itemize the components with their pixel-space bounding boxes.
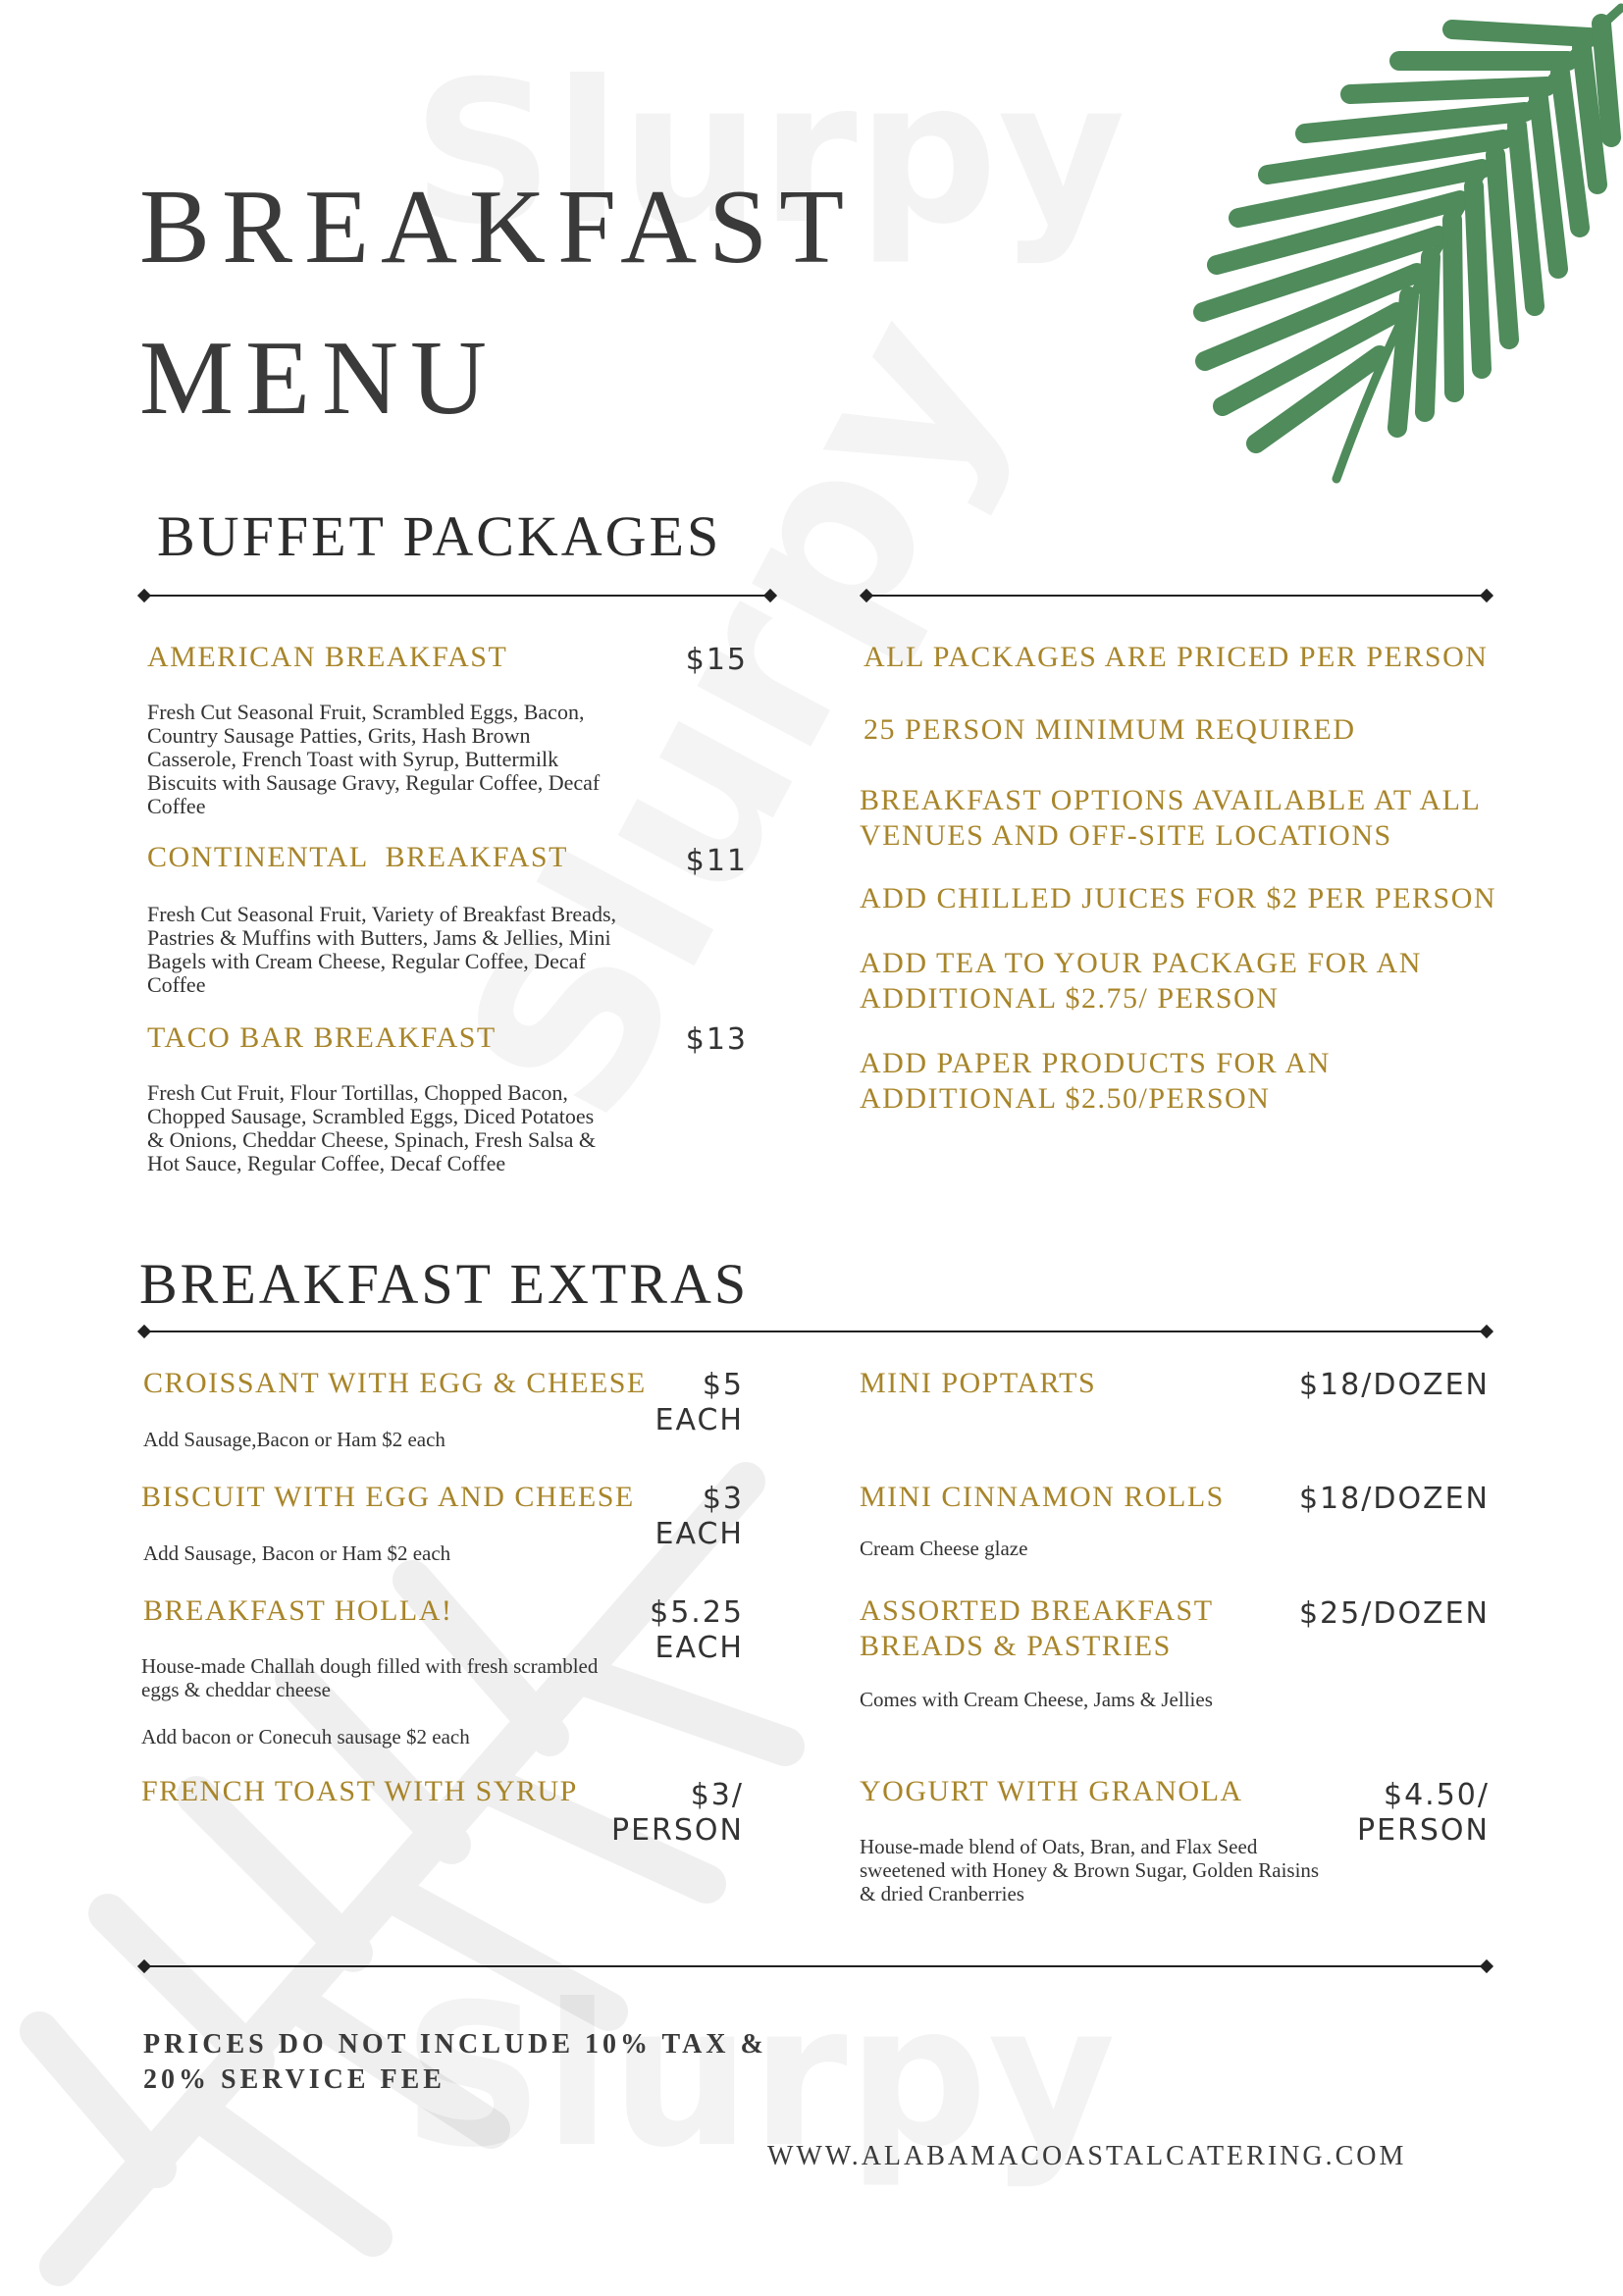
note-paper-products: ADD PAPER PRODUCTS FOR AN ADDITIONAL $2.50/PERSON [860,1047,1331,1115]
package-price: $13 [685,1022,748,1057]
extra-price-amount: $3 [702,1482,744,1516]
note-juices: ADD CHILLED JUICES FOR $2 PER PERSON [860,882,1497,914]
extra-addon: Add bacon or Conecuh sausage $2 each [141,1725,470,1748]
package-name: AMERICAN BREAKFAST [147,641,508,673]
extra-name: YOGURT WITH GRANOLA [860,1775,1243,1807]
extra-description: House-made Challah dough filled with fresh scrambled eggs & cheddar cheese [141,1654,599,1701]
extra-name: CROISSANT WITH EGG & CHEESE [143,1367,647,1399]
extra-description: Add Sausage, Bacon or Ham $2 each [143,1541,451,1565]
package-description: Fresh Cut Seasonal Fruit, Scrambled Eggs, Bacon, Country Sausage Patties, Grits, Hash Brown Casserole, French Toast with Syrup, Buttermilk Biscuits with Sausage Gravy, Regular Coffee, Decaf Coffee [147,700,601,818]
extra-price-amount: $3/ [690,1778,744,1812]
extras-divider [143,1331,1488,1332]
page-title-line-2: MENU [139,320,498,437]
extra-name: BREAKFAST HOLLA! [143,1594,453,1627]
package-price: $15 [685,643,748,677]
package-name: TACO BAR BREAKFAST [147,1021,497,1054]
note-availability: BREAKFAST OPTIONS AVAILABLE AT ALL VENUES AND OFF-SITE LOCATIONS [860,784,1481,852]
extra-name: MINI POPTARTS [860,1367,1097,1399]
note-tea: ADD TEA TO YOUR PACKAGE FOR AN ADDITIONAL $2.75/ PERSON [860,947,1422,1015]
extra-price-amount: $5.25 [650,1595,744,1630]
extra-price-unit: EACH [654,1403,744,1437]
extra-price: $18/DOZEN [1298,1482,1490,1516]
note-minimum: 25 PERSON MINIMUM REQUIRED [864,713,1356,746]
extra-price: $18/DOZEN [1298,1368,1490,1402]
extra-name: FRENCH TOAST WITH SYRUP [141,1775,578,1807]
extra-description: Comes with Cream Cheese, Jams & Jellies [860,1688,1213,1711]
tax-disclaimer: PRICES DO NOT INCLUDE 10% TAX & 20% SERVICE FEE [143,2029,767,2095]
package-description: Fresh Cut Seasonal Fruit, Variety of Breakfast Breads, Pastries & Muffins with Butters, Jams & Jellies, Mini Bagels with Cream Cheese, Regular Coffee, Decaf Coffee [147,902,617,997]
palm-leaf-icon [1158,0,1623,491]
extra-price-unit: PERSON [611,1813,744,1848]
note-priced-per-person: ALL PACKAGES ARE PRICED PER PERSON [864,641,1489,673]
extra-name: ASSORTED BREAKFAST BREADS & PASTRIES [860,1594,1213,1662]
extra-price-amount: $5 [702,1368,744,1402]
package-description: Fresh Cut Fruit, Flour Tortillas, Chopped Bacon, Chopped Sausage, Scrambled Eggs, Diced Potatoes & Onions, Cheddar Cheese, Spinach, Fresh Salsa & Hot Sauce, Regular Coffee, Decaf Coffee [147,1080,597,1175]
package-name: CONTINENTAL BREAKFAST [147,841,568,873]
extra-price-unit: PERSON [1357,1813,1490,1848]
buffet-divider-left [143,595,771,597]
extra-name: MINI CINNAMON ROLLS [860,1481,1225,1513]
buffet-divider-right [865,595,1488,597]
extra-price-unit: EACH [654,1631,744,1665]
extra-description: Add Sausage,Bacon or Ham $2 each [143,1428,445,1451]
extra-description: Cream Cheese glaze [860,1537,1028,1560]
extra-price-amount: $4.50/ [1384,1778,1490,1812]
buffet-heading: BUFFET PACKAGES [157,504,722,568]
extra-name: BISCUIT WITH EGG AND CHEESE [141,1481,635,1513]
package-price: $11 [685,844,748,878]
page-title-line-1: BREAKFAST [139,169,857,286]
footer-divider [143,1965,1488,1967]
website-link[interactable]: WWW.ALABAMACOASTALCATERING.COM [767,2141,1407,2171]
extras-heading: BREAKFAST EXTRAS [139,1252,750,1316]
extra-description: House-made blend of Oats, Bran, and Flax Seed sweetened with Honey & Brown Sugar, Golden Raisins & dried Cranberries [860,1835,1320,1905]
extra-price: $25/DOZEN [1298,1596,1490,1631]
extra-price-unit: EACH [654,1517,744,1551]
